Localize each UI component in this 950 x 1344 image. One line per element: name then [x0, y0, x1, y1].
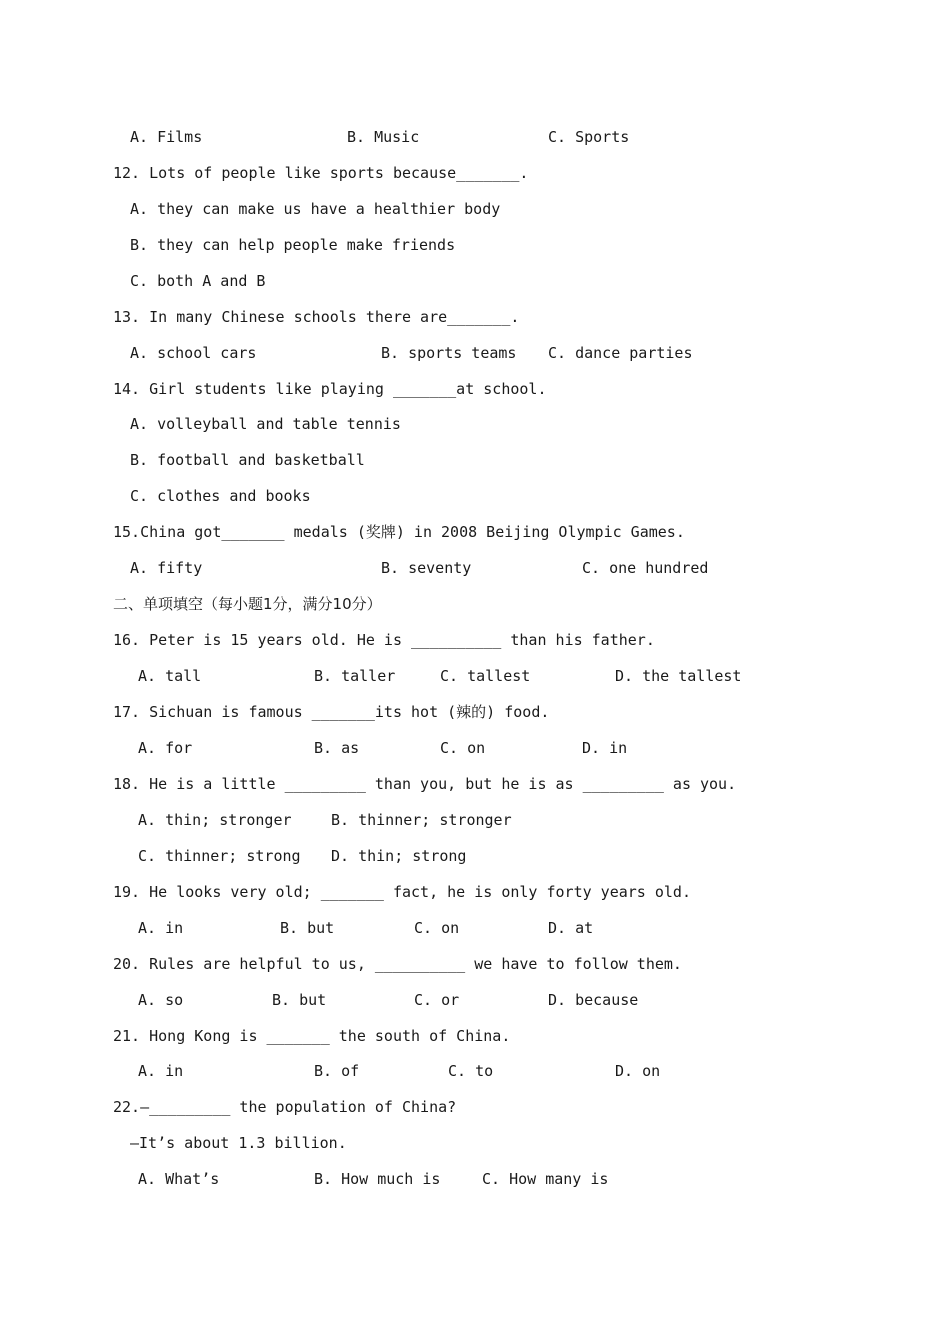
option-20b: B. but — [272, 991, 327, 1009]
option-14c: C. clothes and books — [130, 487, 311, 505]
question-17: 17. Sichuan is famous _______its hot (辣的) food. — [113, 703, 550, 721]
option-11c: C. Sports — [548, 128, 630, 146]
dialogue-reply: —It’s about 1.3 billion. — [130, 1134, 347, 1152]
option-17d: D. in — [582, 739, 628, 757]
option-20c: C. or — [414, 991, 460, 1009]
option-21b: B. of — [314, 1062, 360, 1080]
option-21a: A. in — [138, 1062, 184, 1080]
question-19: 19. He looks very old; _______ fact, he is only forty years old. — [113, 883, 691, 901]
option-18a: A. thin; stronger — [138, 811, 292, 829]
option-22a: A. What’s — [138, 1170, 220, 1188]
option-15b: B. seventy — [381, 559, 472, 577]
option-17c: C. on — [440, 739, 486, 757]
question-16: 16. Peter is 15 years old. He is __________ than his father. — [113, 631, 655, 649]
option-15c: C. one hundred — [582, 559, 709, 577]
option-18c: C. thinner; strong — [138, 847, 301, 865]
question-13: 13. In many Chinese schools there are_______. — [113, 308, 520, 326]
question-15: 15.China got_______ medals (奖牌) in 2008 Beijing Olympic Games. — [113, 523, 685, 541]
option-17b: B. as — [314, 739, 360, 757]
option-18b: B. thinner; stronger — [331, 811, 512, 829]
option-16c: C. tallest — [440, 667, 531, 685]
option-13a: A. school cars — [130, 344, 257, 362]
option-13b: B. sports teams — [381, 344, 517, 362]
question-21: 21. Hong Kong is _______ the south of China. — [113, 1027, 511, 1045]
option-12a: A. they can make us have a healthier body — [130, 200, 501, 218]
option-19d: D. at — [548, 919, 594, 937]
question-12: 12. Lots of people like sports because_______. — [113, 164, 529, 182]
option-16a: A. tall — [138, 667, 202, 685]
option-14a: A. volleyball and table tennis — [130, 415, 401, 433]
option-20a: A. so — [138, 991, 184, 1009]
option-21c: C. to — [448, 1062, 494, 1080]
option-16b: B. taller — [314, 667, 396, 685]
question-14: 14. Girl students like playing _______at school. — [113, 380, 547, 398]
option-21d: D. on — [615, 1062, 661, 1080]
option-19a: A. in — [138, 919, 184, 937]
question-20: 20. Rules are helpful to us, __________ we have to follow them. — [113, 955, 682, 973]
option-16d: D. the tallest — [615, 667, 742, 685]
option-19b: B. but — [280, 919, 335, 937]
option-11a: A. Films — [130, 128, 203, 146]
option-15a: A. fifty — [130, 559, 203, 577]
question-18: 18. He is a little _________ than you, but he is as _________ as you. — [113, 775, 737, 793]
section-heading: 二、单项填空（每小题1分，满分10分） — [113, 595, 382, 613]
option-17a: A. for — [138, 739, 193, 757]
option-22b: B. How much is — [314, 1170, 441, 1188]
option-22c: C. How many is — [482, 1170, 609, 1188]
option-13c: C. dance parties — [548, 344, 693, 362]
question-22: 22.—_________ the population of China? — [113, 1098, 457, 1116]
option-12b: B. they can help people make friends — [130, 236, 456, 254]
option-18d: D. thin; strong — [331, 847, 467, 865]
option-14b: B. football and basketball — [130, 451, 365, 469]
option-12c: C. both A and B — [130, 272, 266, 290]
option-11b: B. Music — [347, 128, 420, 146]
option-20d: D. because — [548, 991, 639, 1009]
option-19c: C. on — [414, 919, 460, 937]
